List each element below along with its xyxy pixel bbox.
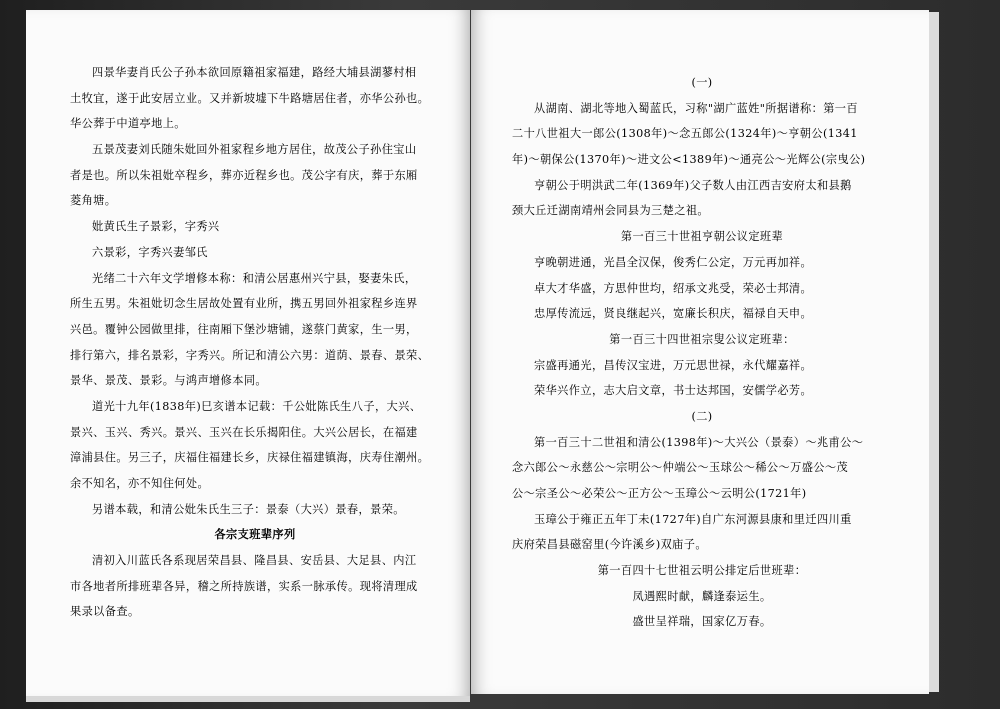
left-page-line: 土牧宜，遂于此安居立业。又并新坡墟下牛路塘居住者，亦华公孙也。 [70,91,430,105]
right-page-line: 念六郎公～永慈公～宗明公～仲端公～玉球公～稀公～万盛公～茂 [512,461,849,475]
right-page-line: 盛世呈祥瑞，国家亿万春。 [632,615,772,629]
left-page-line: 市各地者所排班辈各异，稽之所持族谱，实系一脉承传。现将清理成 [70,579,418,593]
left-page-line: 菱角塘。 [70,194,117,208]
left-page-line: 各宗支班辈序列 [214,527,296,542]
right-page-line: 第一百三十四世祖宗叟公议定班辈： [609,332,795,346]
left-page-line: 另谱本载，和清公妣朱氏生三子：景泰（大兴）景春，景荣。 [92,502,405,516]
left-page-line: 所生五男。朱祖妣切念生居故处置有业所，携五男回外祖家程乡连界 [70,297,418,311]
right-page-line: 第一百三十世祖亨朝公议定班辈 [620,230,784,244]
left-page-line: 者是也。所以朱祖妣卒程乡，葬亦近程乡也。茂公字有庆，葬于东厢 [70,168,418,182]
right-page-line: 从湖南、湖北等地入蜀蓝氏，习称"湖广蓝姓"所据谱称：第一百 [534,101,858,115]
right-page-line: (一) [691,76,713,89]
left-page-line: 漳浦县住。另三子，庆福住福建长乡，庆禄住福建镇海，庆寿住潮州。 [70,451,430,465]
right-page-line: 玉璋公于雍正五年丁未(1727年)自广东河源县康和里迁四川重 [534,512,852,526]
right-page-line: 宗盛再通光，昌传汉宝进，万元思世禄，永代耀嘉祥。 [534,358,813,372]
right-page-line: 亨晚朝进通，光昌全汉保，俊秀仁公定，万元再加祥。 [534,255,813,269]
right-page-line: 颈大丘迁湖南靖州会同县为三楚之祖。 [512,204,709,218]
left-page-line: 排行第六，排名景彩，字秀兴。所记和清公六男：道荫、景春、景荣、 [70,348,430,362]
left-page-line: 清初入川蓝氏各系现居荣昌县、隆昌县、安岳县、大足县、内江 [92,554,417,568]
left-page-line: 六景彩，字秀兴妻邹氏 [92,245,208,259]
right-page-line: 公～宗圣公～必荣公～正方公～玉璋公～云明公(1721年) [512,487,807,500]
right-page-line: 第一百四十七世祖云明公排定后世班辈： [597,564,807,578]
right-page-line: (二) [691,409,713,423]
right-page-line: 二十八世祖大一郎公(1308年)～念五郎公(1324年)～亨朝公(1341 [512,127,858,141]
left-page-line: 光绪二十六年文学增修本称：和清公居惠州兴宁县，娶妻朱氏， [92,271,417,285]
left-page-line: 妣黄氏生子景彩，字秀兴 [92,220,220,234]
left-page-line: 兴邑。覆钟公园做里排，往南厢下堡沙塘铺，遂蔡门黄家，生一男， [70,322,418,336]
left-page-line: 五景茂妻刘氏随朱妣回外祖家程乡地方居住，故茂公子孙住宝山 [92,143,417,157]
left-page-line: 道光十九年(1838年)巳亥谱本记载：千公妣陈氏生八子，大兴、 [92,399,422,413]
left-page-bottom-edge [26,696,470,702]
right-page-line: 凤遇熙时献，麟逢泰运生。 [632,589,772,603]
left-page-line: 余不知名，亦不知住何处。 [70,477,210,490]
right-page-line: 第一百三十二世祖和清公(1398年)～大兴公（景泰）～兆甫公～ [534,435,864,449]
left-page-line: 果录以备查。 [70,605,140,619]
right-page-line: 亨朝公于明洪武二年(1369年)父子数人由江西吉安府太和县鹅 [534,178,852,192]
right-page-line: 卓大才华盛，方思仲世均，绍承文兆受，荣必士邦清。 [534,281,813,295]
left-page-line: 四景华妻肖氏公子孙本欲回原籍祖家福建，路经大埔县湖蓼村相 [92,66,417,79]
right-page-line: 庆府荣昌县磁窑里(今许溪乡)双庙子。 [512,538,707,552]
right-page-edge [929,12,939,692]
left-page-text [70,60,440,625]
right-page-line: 年)～朝保公(1370年)～进文公<1389年)～通亮公～光辉公(宗曳公) [512,153,866,167]
right-page-text [512,70,892,635]
right-page-line: 忠厚传流远，贤良继起兴，宽廉长积庆，福禄自天申。 [534,307,813,321]
left-page-line: 华公葬于中道亭地上。 [70,117,186,131]
right-page-line: 荣华兴作立，志大启文章，书士达邦国，安儒学必芳。 [534,384,813,398]
left-page-line: 景兴、玉兴、秀兴。景兴、玉兴在长乐揭阳住。大兴公居长，在福建 [70,425,418,439]
left-page-line: 景华、景茂、景彩。与鸿声增修本同。 [70,374,267,388]
